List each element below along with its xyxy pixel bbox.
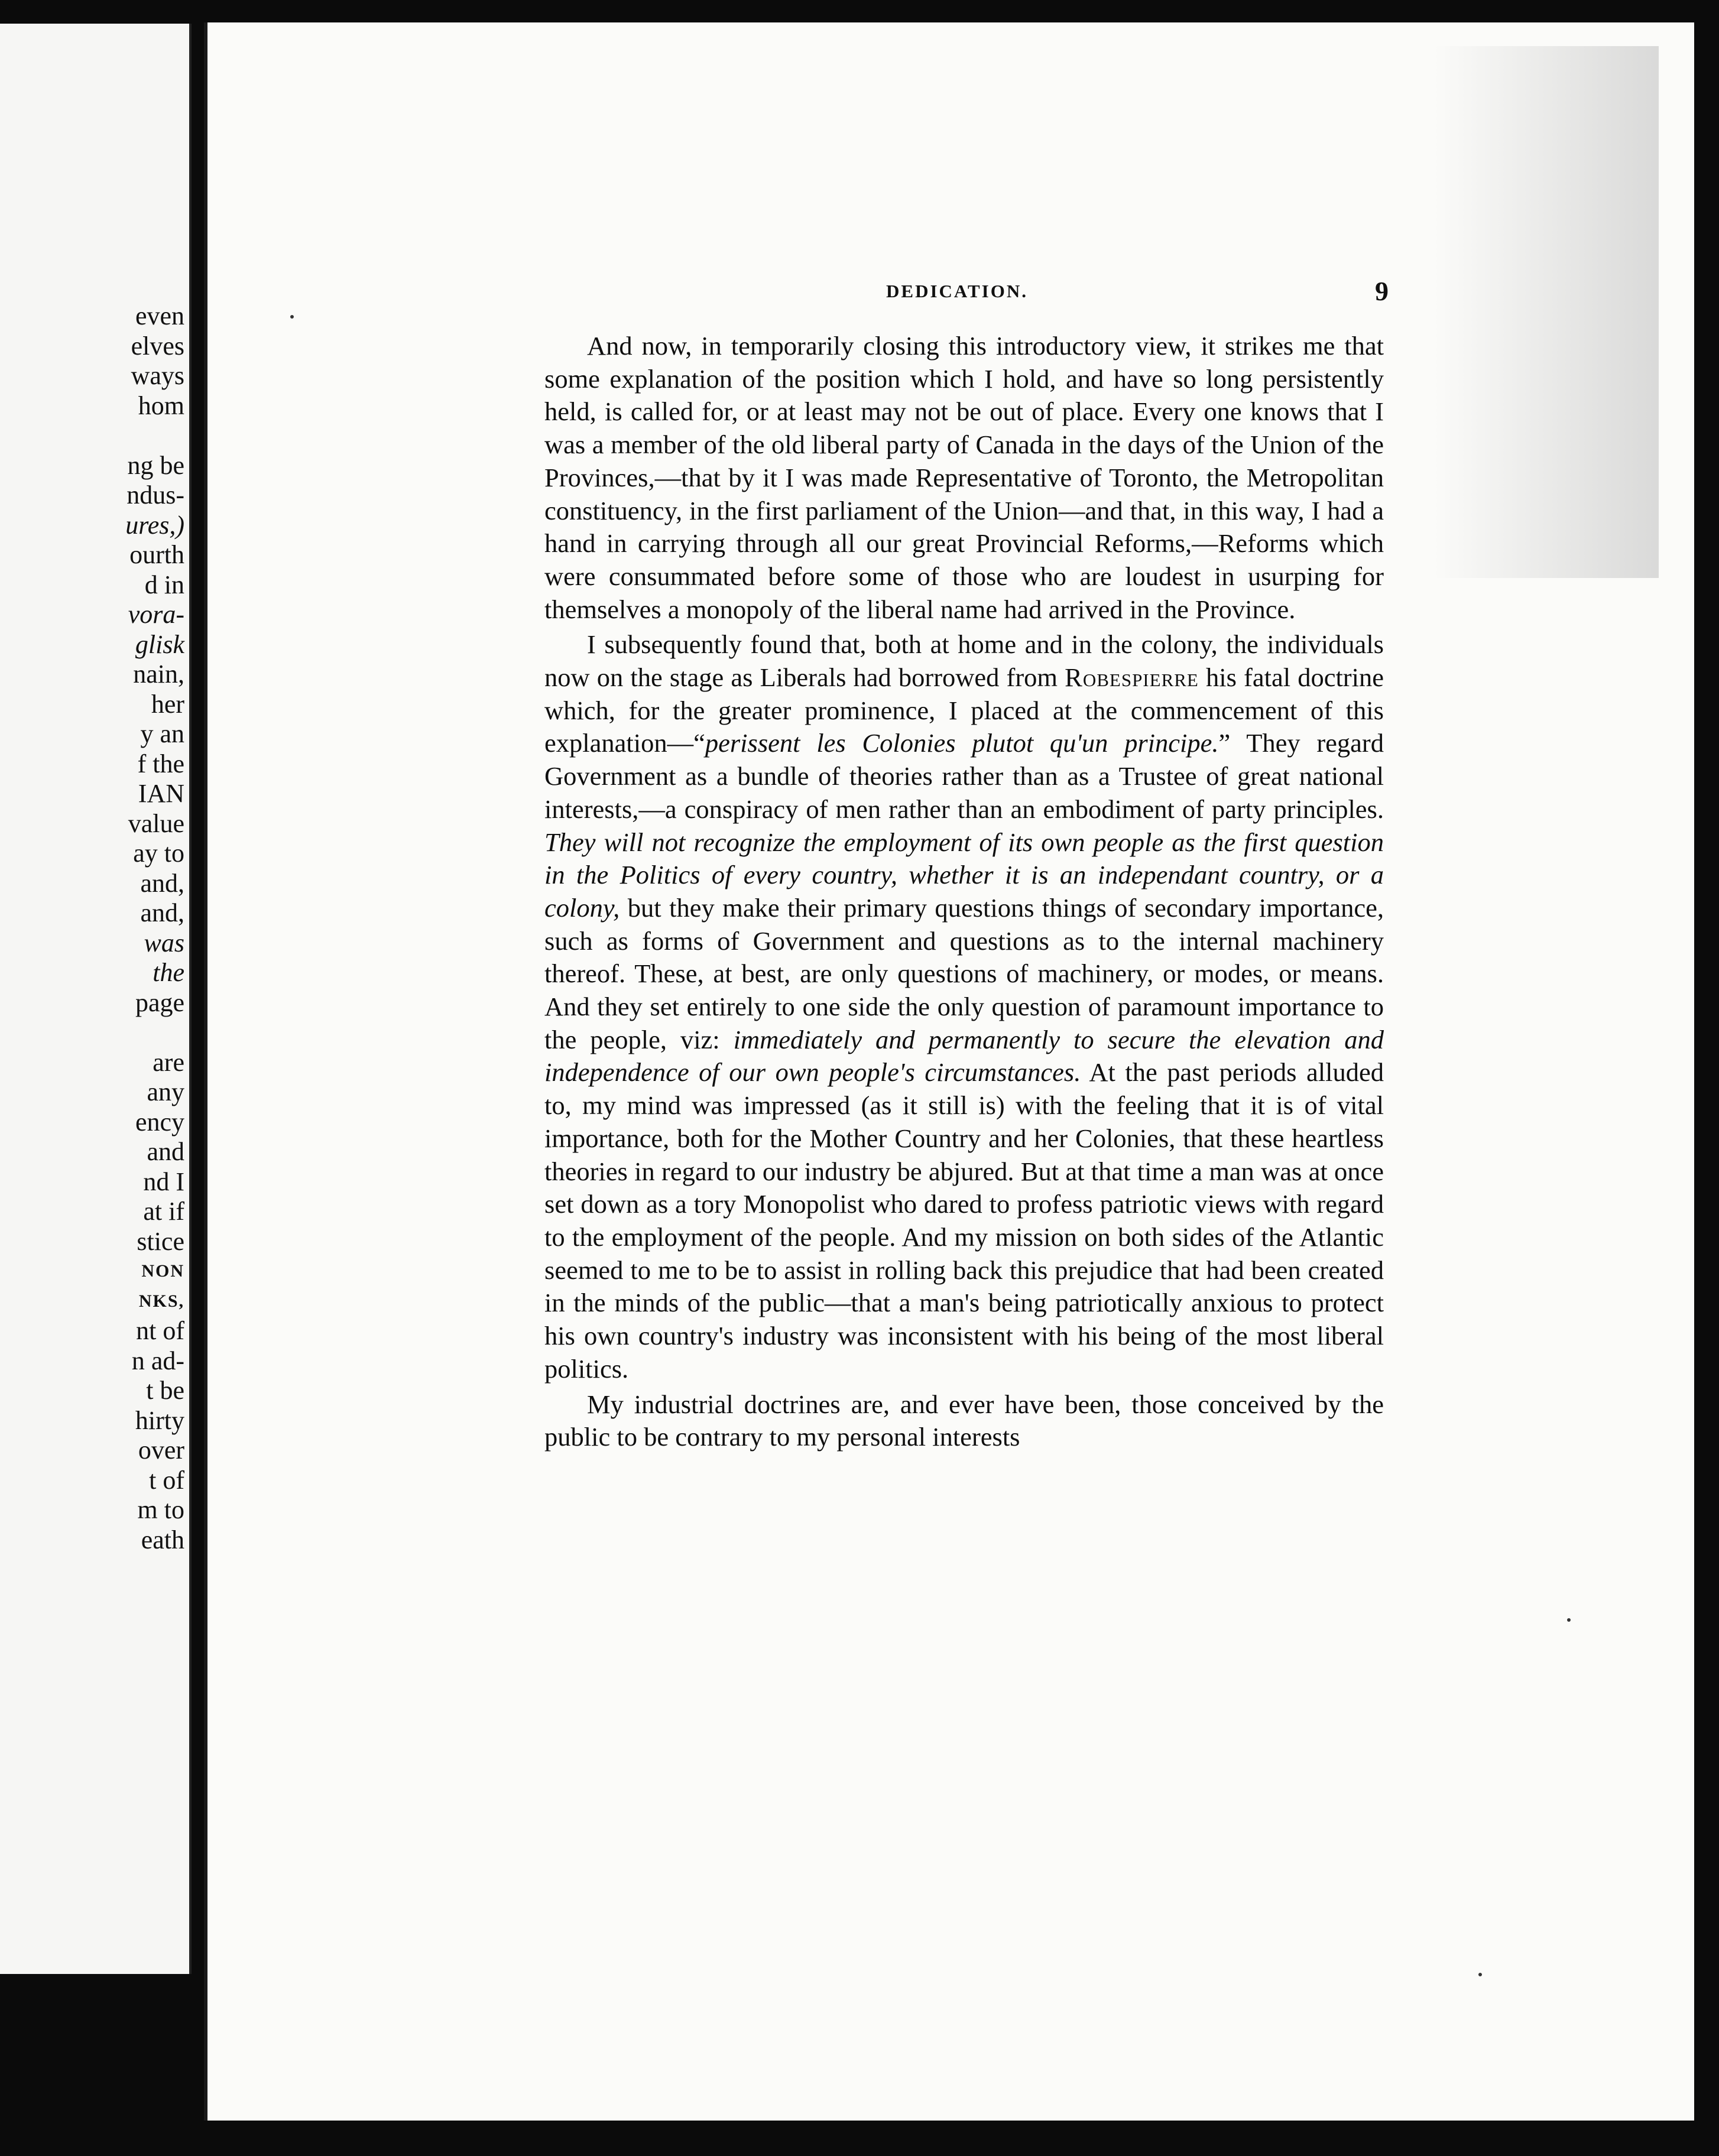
left-page-fragment: hom: [138, 391, 184, 420]
left-page-fragment: nain,: [133, 660, 184, 689]
left-page-fragment: glisk: [135, 629, 184, 659]
left-page-fragment: elves: [131, 331, 184, 361]
left-page-fragment: value: [128, 808, 184, 838]
left-page-fragment: page: [135, 988, 184, 1017]
paragraph-3: My industrial doctrines are, and ever have been, those conceived by the public to be contrary to my personal interests: [544, 1389, 1384, 1452]
left-facing-page: [0, 24, 192, 1974]
left-page-fragment: nd I: [143, 1167, 184, 1196]
left-page-fragment: f the: [137, 749, 184, 778]
left-page-fragment: ay to: [133, 839, 184, 868]
left-page-fragment: even: [135, 301, 184, 330]
left-page-fragment: [19, 1018, 184, 1048]
left-page-fragment: her: [151, 689, 184, 719]
left-page-fragment: ures,): [125, 510, 184, 540]
paragraph-2: [544, 628, 1384, 1385]
left-page-fragment: and: [147, 1137, 184, 1166]
ink-speck: [1567, 1618, 1571, 1622]
left-page-fragment: over: [138, 1436, 184, 1465]
ink-speck: [290, 315, 294, 319]
left-page-fragment: NKS,: [138, 1291, 184, 1311]
left-page-fragment: ndus-: [127, 480, 184, 509]
ink-speck: [1478, 1973, 1482, 1976]
left-page-fragment: NON: [141, 1261, 184, 1281]
paragraph-1: And now, in temporarily closing this introductory view, it strikes me that some explanation of the position which I hold, and have so long persistently held, is called for, or at least may not be out of place. Every one knows that I was a member of the old liberal party of Canada in the days of the Union of the Provinces,—that by it I was made Representative of Toronto, the Metropolitan constituency, in the first parliament of the Union—and that, in this way, I had a hand in carrying through all our great Provincial Reforms,—Reforms which were consummated before some of those who are loudest in usurping for themselves a monopoly of the liberal name had arrived in the Province.: [544, 331, 1384, 624]
running-head: DEDICATION.: [886, 281, 1028, 301]
left-page-fragment: t be: [146, 1376, 184, 1405]
left-page-fragment: vora-: [128, 600, 184, 629]
italic-passage: They will not recognize the employment of its own people as the first question in the Politics of every country, whether it is an independant country, or a colony,: [544, 827, 1384, 923]
left-page-fragment: was: [144, 928, 184, 957]
left-page-fragment: ng be: [127, 450, 184, 480]
paragraph-2-text: his fatal doctrine which, for the greater prominence, I placed at the commencement of this explanation—“: [544, 663, 1384, 758]
left-page-fragment: [19, 421, 184, 451]
left-page-fragment: and,: [140, 868, 184, 898]
body-text: [544, 330, 1384, 1454]
left-page-fragment: hirty: [135, 1405, 184, 1435]
french-quote: perissent les Colonies plutot qu'un principe.: [705, 728, 1219, 758]
left-page-fragment: ourth: [129, 540, 184, 569]
left-page-fragment: and,: [140, 898, 184, 927]
left-page-fragment: the: [153, 958, 184, 987]
italic-passage: immediately and permanently to secure the elevation and independence of our own people's circumstances.: [544, 1024, 1384, 1087]
paragraph-2-text: At the past periods alluded to, my mind was impressed (as it still is) with the feeling that it is of vital importance, both for the Mother Country and her Colonies, that these heartless theories in regard to our industry be abjured. But at that time a man was at once set down as a tory Monopolist who dared to profess patriotic views with regard to the employment of the people. And my mission on both sides of the Atlantic seemed to me to be to assist in rolling back this prejudice that had been created in the minds of the public—that a man's being patriotically anxious to protect his own country's industry was inconsistent with his being of the most liberal politics.: [544, 1057, 1384, 1384]
left-page-fragment: stice: [137, 1226, 184, 1256]
left-page-fragment: any: [147, 1077, 184, 1106]
left-page-fragment: ways: [131, 361, 184, 390]
paragraph-2-text: ” They regard Government as a bundle of theories rather than as a Trustee of great national interests,—a conspiracy of men rather than an embodiment of party principles.: [544, 728, 1384, 824]
left-page-fragment: IAN: [138, 779, 184, 808]
paragraph-2-text: but they make their primary questions things of secondary importance, such as forms of Government and questions as to the internal machinery thereof. These, at best, are only questions of machinery, or modes, or means. And they set entirely to one side the only question of paramount importance to the people, viz:: [544, 892, 1384, 1054]
left-page-fragment: t of: [149, 1465, 184, 1495]
left-page-fragment: d in: [144, 570, 184, 599]
left-page-fragment: eath: [141, 1525, 184, 1554]
left-page-fragment: ency: [135, 1107, 184, 1137]
left-page-fragment: nt of: [136, 1316, 184, 1345]
page-number: 9: [1375, 276, 1389, 306]
paragraph-2-text: I subsequently found that, both at home and in the colony, the individuals now on the stage as Liberals had borrowed from: [544, 629, 1384, 693]
left-page-text-fragments: [19, 301, 184, 1555]
left-page-fragment: m to: [137, 1495, 184, 1524]
left-page-fragment: at if: [143, 1197, 184, 1226]
left-page-fragment: are: [153, 1047, 184, 1077]
left-page-fragment: n ad-: [131, 1346, 184, 1375]
robespierre-name: Robespierre: [1065, 663, 1199, 693]
left-page-fragment: y an: [140, 719, 184, 748]
page-shadow: [1434, 46, 1659, 578]
right-page: [204, 22, 1694, 2121]
